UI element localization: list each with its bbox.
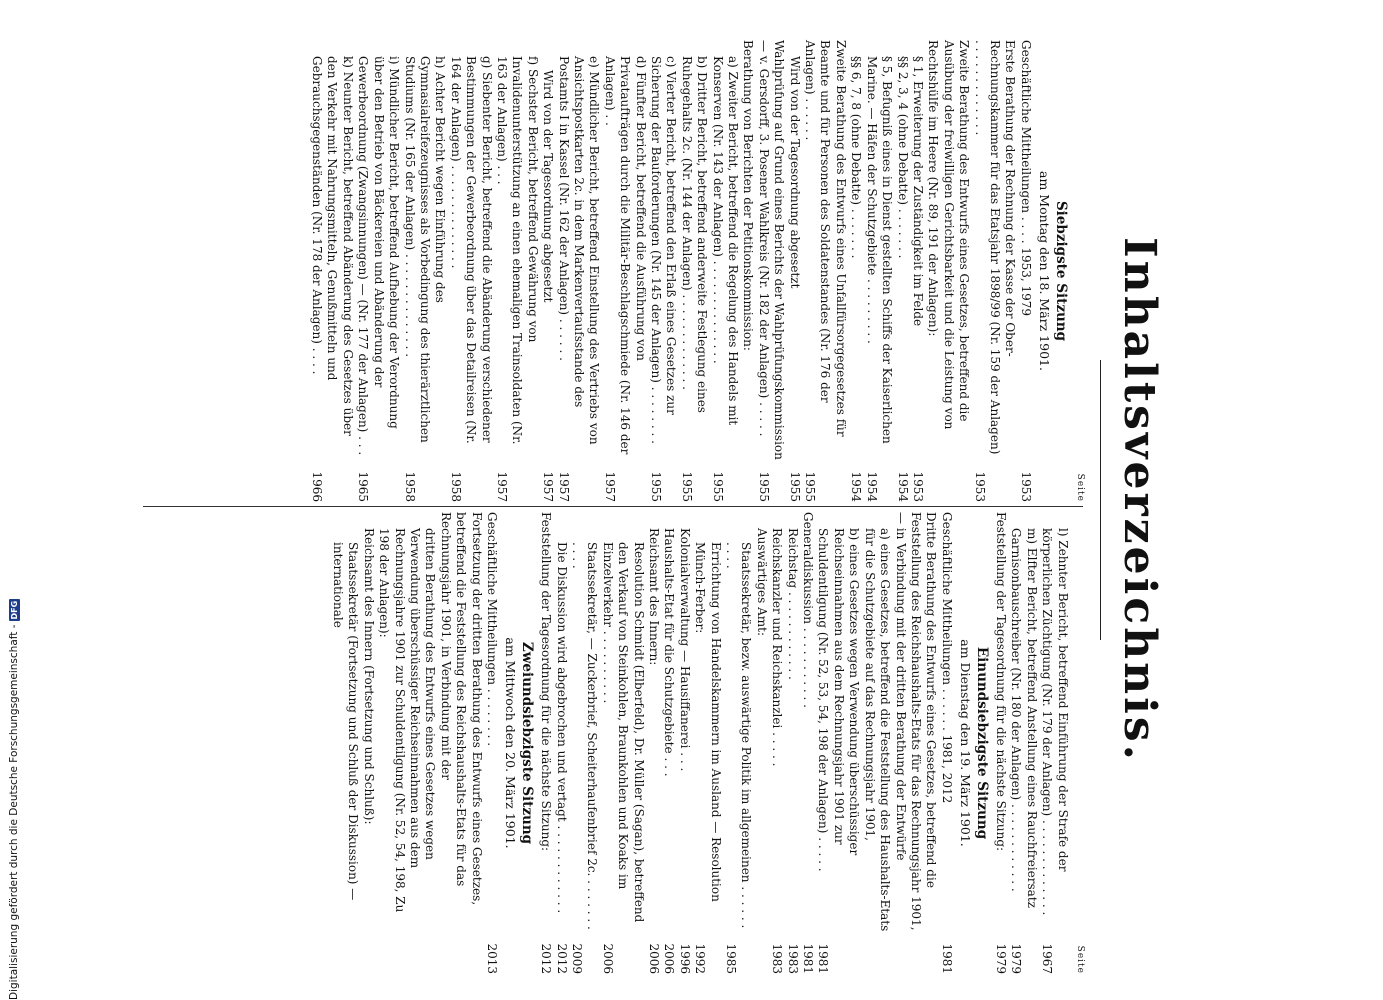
column-divider xyxy=(143,506,1083,507)
seite-label-right: Seite xyxy=(1075,945,1085,974)
toc-entry xyxy=(802,40,848,502)
toc-entry-text: Resolution Schmidt (Elberfeld), Dr. Müller (Sagan), betreffend den Verkauf von Steinkohlen, Braunkohlen und Koaks im Einzelverkehr . . . . . . . . . . xyxy=(600,542,646,923)
toc-entry xyxy=(894,40,909,502)
toc-entry xyxy=(861,512,892,974)
toc-entry-text: Auswärtiges Amt: xyxy=(754,528,769,637)
heading-rule xyxy=(1100,360,1101,640)
toc-entry xyxy=(925,40,971,502)
toc-entry-text: Wird von der Tagesordnung abgesetzt xyxy=(541,70,556,303)
toc-entry-page: 2006 xyxy=(647,943,662,974)
toc-entry-text: Geschäftliche Mittheilungen . . . . 1953, 1979 xyxy=(1018,40,1033,317)
toc-entry xyxy=(786,40,801,502)
toc-entry xyxy=(740,40,755,502)
toc-entry-page: 1954 xyxy=(849,471,864,502)
toc-entry xyxy=(676,512,691,974)
toc-entry-page: 1983 xyxy=(770,943,785,974)
toc-entry xyxy=(993,512,1008,974)
toc-entry-text: Geschäftliche Mittheilungen . . . . . . . . xyxy=(484,512,499,747)
sitting-title-70: Siebzigste Sitzung xyxy=(1052,200,1069,342)
toc-entry xyxy=(599,512,645,974)
toc-entry-page: 2009 xyxy=(570,943,584,974)
toc-entry-page: 1955 xyxy=(649,471,664,502)
toc-entry-text: c) Vierter Bericht, betreffend den Erlaß eines Gesetzes zur Sicherung der Bauforderungen (Nr. 145 der Anlagen) . . . . . . . . xyxy=(649,56,679,444)
toc-entry-page: 1953 xyxy=(972,471,987,502)
toc-entry-text: a) Zweiter Bericht, betreffend die Regelung des Handels mit Konserven (Nr. 143 der Anlagen) . . . . . . . . . . . . . . xyxy=(710,56,741,426)
left-entry-list xyxy=(309,40,1033,502)
toc-entry xyxy=(784,512,799,974)
toc-entry xyxy=(678,40,709,502)
toc-entry-page: 1955 xyxy=(756,471,771,502)
toc-entry xyxy=(1039,512,1070,974)
toc-entry-page: 1953 xyxy=(1018,471,1033,502)
toc-entry-text: §§ 6, 7, 8 (ohne Debatte) . . . . . . . xyxy=(849,56,864,259)
toc-entry-text: Reichsamt des Innern: xyxy=(647,528,662,666)
toc-entry-page: 1953 xyxy=(910,471,925,502)
toc-entry-text: Feststellung der Tagesordnung für die nächste Sitzung: xyxy=(993,512,1008,852)
toc-entry-page: 1957 xyxy=(556,471,571,502)
toc-entry xyxy=(863,40,894,502)
toc-entry-text: dritten Berathung des Entwurfs eines Gesetzes wegen Verwendung überschüssiger Reichseinnahmen aus dem Rechnungsjahre 1901 zur Schuldentilgung (Nr. 52, 54, 198, Zu 198 der Anlagen): xyxy=(377,528,438,913)
toc-entry-page: 1965 xyxy=(356,471,371,502)
toc-entry xyxy=(569,512,600,974)
toc-entry xyxy=(971,40,1017,502)
sitting-title-71: Einundsiebzigste Sitzung xyxy=(973,646,990,840)
toc-entry-page: 1983 xyxy=(785,943,800,974)
toc-entry-text: Reichsamt des Innern (Fortsetzung und Schluß): xyxy=(361,528,376,825)
toc-entry-page: 2006 xyxy=(662,943,677,974)
toc-entry-text: a) eines Gesetzes, betreffend die Feststellung des Haushalts-Etats für die Schutzgebiete auf das Rechnungsjahr 1901, xyxy=(862,528,893,932)
toc-entry-page: 2006 xyxy=(600,943,615,974)
toc-entry xyxy=(648,40,679,502)
digitization-credit xyxy=(8,540,20,1000)
toc-entry xyxy=(692,512,723,974)
toc-entry-text: Reichskanzler und Reichskanzlei . . . . . xyxy=(770,528,785,767)
toc-entry xyxy=(769,512,784,974)
toc-entry xyxy=(848,40,863,502)
toc-entry-text: Fortsetzung der dritten Berathung des Entwurfs eines Gesetzes, betreffend die Feststellung des Reichshaushalts-Etats für das Rechnungsjahr 1901, in Verbindung mit der xyxy=(438,512,484,906)
toc-entry-page: 1981 xyxy=(939,943,954,974)
toc-entry-page: 1979 xyxy=(993,943,1008,974)
right-entry-list-2 xyxy=(330,512,499,974)
toc-entry-page: 1967 xyxy=(1040,943,1055,974)
toc-entry xyxy=(330,512,361,974)
toc-entry-text: Reichstag . . . . . . . . . . . . xyxy=(785,528,800,680)
toc-entry-page: 1957 xyxy=(602,471,617,502)
dfg-logo: DFG xyxy=(9,600,19,620)
toc-entry-text: i) Mündlicher Bericht, betreffend Aufhebung der Verordnung über den Betrieb von Bäckereien und Abänderung der Gewerbeordnung (Zwangsinnungen) — (Nr. 177 der Anlagen) . . . xyxy=(356,56,402,456)
toc-entry-text: Geschäftliche Mittheilungen . . . . . . 1981, 2012 xyxy=(939,512,954,804)
toc-entry-page: 1981 xyxy=(816,943,831,974)
toc-entry-text: § 5, Befugniß eines in Dienst gestellten Schiffs der Kaiserlichen Marine. — Häfen der Schutzgebiete . . . . . . . . . xyxy=(864,56,895,444)
toc-entry xyxy=(815,512,861,974)
toc-entry-text: Feststellung der Tagesordnung für die nächste Sitzung: xyxy=(539,512,554,852)
toc-entry-text: Staatssekretär, — Zuckerbrief, Scheiterhaufenbrief 2c. . . . . . . . . . . . xyxy=(570,542,600,930)
seite-label-left: Seite xyxy=(1075,473,1085,502)
toc-entry-text: Haushalts-Etat für die Schutzgebiete . . . xyxy=(662,528,677,777)
toc-entry-page: 1957 xyxy=(494,471,509,502)
right-column xyxy=(330,512,1088,974)
right-entry-list xyxy=(538,512,954,974)
toc-entry-text: § 1, Erweiterung der Zuständigkeit im Felde xyxy=(910,56,925,327)
toc-entry xyxy=(938,512,953,974)
toc-entry xyxy=(1017,40,1032,502)
toc-entry-page: 1957 xyxy=(541,471,556,502)
sitting-date-72: am Mittwoch den 20. März 1901. xyxy=(503,637,519,849)
toc-entry xyxy=(437,512,483,974)
toc-entry xyxy=(800,512,815,974)
toc-entry-text: Kolonialverwaltung — Hausiffanerei . . . xyxy=(677,528,692,772)
toc-entry-text: Zweite Berathung des Entwurfs eines Gesetzes, betreffend die Ausübung der freiwilligen Gerichtsbarkeit und die Leistung von Rechtshülfe im Heere (Nr. 89, 191 der Anlagen): xyxy=(926,40,972,430)
toc-entry xyxy=(601,40,647,502)
toc-entry-text: Berathung von Berichten der Petitionskommission: xyxy=(741,40,756,351)
toc-entry-text: e) Mündlicher Bericht, betreffend Einstellung des Vertriebs von Ansichtspostkarten 2c. in dem Markenvertaufsstande des Postamts I in Kassel (Nr. 162 der Anlagen) . . . . . . xyxy=(556,56,602,445)
toc-entry-page: 1958 xyxy=(402,471,417,502)
sitting-title-72: Zweiundsiebzigste Sitzung xyxy=(518,641,535,845)
toc-entry-page: 1955 xyxy=(787,471,802,502)
toc-entry-page: 1985 xyxy=(724,943,739,974)
toc-entry-page: 1979 xyxy=(1009,943,1024,974)
page-heading: Inhaltsverzeichnis. xyxy=(1114,237,1165,763)
toc-entry-page: 1996 xyxy=(677,943,692,974)
toc-entry-page: 1992 xyxy=(693,943,708,974)
toc-entry-page: 1966 xyxy=(310,471,325,502)
toc-entry-text: g) Siebenter Bericht, betreffend die Abänderung verschiedener Bestimmungen der Gewerbeordnung über das Detailreisen (Nr. 164 der Anlagen) . . . . . . . . . . . . . . xyxy=(448,56,494,444)
toc-entry-text: k) Neunter Bericht, betreffend Abänderung des Gesetzes über den Verkehr mit Nahrungsmitteln, Genußmitteln und Gebrauchsgegenständen (Nr. 178 der Anlagen) . . . . xyxy=(310,56,355,436)
toc-entry xyxy=(553,512,568,974)
toc-entry xyxy=(910,40,925,502)
toc-entry xyxy=(661,512,676,974)
scanned-page xyxy=(123,0,1183,1000)
sitting-date-71: am Dienstag den 19. März 1901. xyxy=(958,639,974,847)
toc-entry-page: 2013 xyxy=(484,943,499,974)
toc-entry-page: 2012 xyxy=(554,943,569,974)
toc-entry-page: 1955 xyxy=(710,471,725,502)
toc-entry-text: d) Fünfter Bericht, betreffend die Ausführung von Privataufträgen durch die Militär-Beschlagschmiede (Nr. 146 der Anlagen) . . xyxy=(602,56,648,455)
toc-entry-page: 1954 xyxy=(864,471,879,502)
toc-entry xyxy=(709,40,740,502)
toc-entry-page: 2012 xyxy=(539,943,554,974)
toc-entry-page: 1955 xyxy=(803,471,818,502)
toc-entry xyxy=(494,40,540,502)
toc-entry-text: §§ 2, 3, 4 (ohne Debatte) . . . . . . . xyxy=(895,56,910,259)
right-top-entry-list xyxy=(993,512,1070,974)
toc-entry-text: Staatssekretär, bezw. auswärtige Politik im allgemeinen . . . . . . . . . . xyxy=(724,542,754,929)
toc-entry xyxy=(892,512,938,974)
toc-entry-page: 1955 xyxy=(679,471,694,502)
toc-entry xyxy=(447,40,493,502)
toc-entry xyxy=(538,512,553,974)
toc-entry-text: h) Achter Bericht wegen Einführung des Gymnasialreifezeugnisses als Vorbedingung des thierärztlichen Studiums (Nr. 165 der Anlagen) . . . . . . . . . . . . . . xyxy=(402,56,448,443)
toc-entry xyxy=(646,512,661,974)
credit-text: Digitalisierung gefördert durch die Deutsche Forschungsgemeinschaft - xyxy=(8,624,20,1000)
toc-entry-text: b) eines Gesetzes wegen Verwendung überschüssiger Reichseinnahmen aus dem Rechnungsjahr 1901 zur Schuldentilgung (Nr. 52, 53, 54, 198 der Anlagen) . . . . . xyxy=(816,528,862,872)
toc-entry-text: Errichtung von Handelskammern im Ausland — Resolution Münch-Ferber: xyxy=(693,542,723,902)
toc-entry xyxy=(755,40,786,502)
toc-entry-text: b) Dritter Bericht, betreffend anderweite Festlegung eines Ruhegehalts 2c. (Nr. 144 der Anlagen) . . . . . . . . . . . . . xyxy=(679,56,710,413)
toc-entry xyxy=(376,512,438,974)
toc-entry-text: Dritte Berathung des Entwurfs eines Gesetzes, betreffend die Feststellung des Reichshaushalts-Etats für das Rechnungsjahr 1901, — in Verbindung mit der dritten Berathung der Entwürfe xyxy=(893,512,939,931)
toc-entry-text: Erste Berathung der Rechnung der Kasse der Ober-Rechnungskammer für das Etatsjahr 1898/99 (Nr. 159 der Anlagen) . . . . . . . . . . . . . xyxy=(972,40,1018,455)
toc-entry-page: 1954 xyxy=(895,471,910,502)
toc-entry xyxy=(355,40,401,502)
toc-entry-text: Staatssekretär (Fortsetzung und Schluß der Diskussion) — internationale xyxy=(330,542,361,901)
toc-entry-page: 1958 xyxy=(448,471,463,502)
toc-entry xyxy=(401,40,447,502)
toc-entry-page: 1981 xyxy=(801,943,816,974)
toc-entry xyxy=(753,512,768,974)
toc-entry xyxy=(309,40,355,502)
sitting-date-70: am Montag den 18. März 1901. xyxy=(1037,171,1053,371)
toc-entry xyxy=(1008,512,1039,974)
toc-entry xyxy=(360,512,375,974)
toc-entry-text: Zweite Berathung des Entwurfs eines Unfallfürsorgegesetzes für Beamte und für Personen des Soldatenstandes (Nr. 176 der Anlagen) . . . . . . xyxy=(803,40,848,437)
left-column xyxy=(309,40,1087,502)
toc-entry xyxy=(484,512,499,974)
toc-entry-text: m) Elfter Bericht, betreffend Anstellung eines Rauchfreiersatz Garnisonbauschreiber (Nr. 180 der Anlagen) . . . . . . . . . . . . xyxy=(1009,528,1039,908)
toc-entry-text: l) Zehnter Bericht, betreffend Einführung der Strafe der körperlichen Züchtigung (Nr. 179 der Anlagen) . . . . . . . . . . . . . xyxy=(1040,528,1070,916)
toc-entry-text: f) Sechster Bericht, betreffend Gewährung von Invalidenunterstützung an einen ehemaligen Trainsoldaten (Nr. 163 der Anlagen) . . . xyxy=(494,56,540,445)
toc-entry-text: Wahlprüfung auf Grund eines Berichts der Wahlprüfungskommission — v. Gersdorff, 3. Posener Wahlkreis (Nr. 182 der Anlagen) . . . . . xyxy=(756,40,787,460)
toc-entry-text: Die Diskussion wird abgebrochen und vertagt . . . . . . . . . . . . xyxy=(554,542,569,914)
toc-entry-text: Wird von der Tagesordnung abgesetzt xyxy=(787,56,802,289)
toc-entry xyxy=(540,40,555,502)
toc-entry xyxy=(555,40,601,502)
toc-entry-text: Generaldiskussion . . . . . . . . . . . xyxy=(801,512,816,708)
toc-entry xyxy=(723,512,754,974)
